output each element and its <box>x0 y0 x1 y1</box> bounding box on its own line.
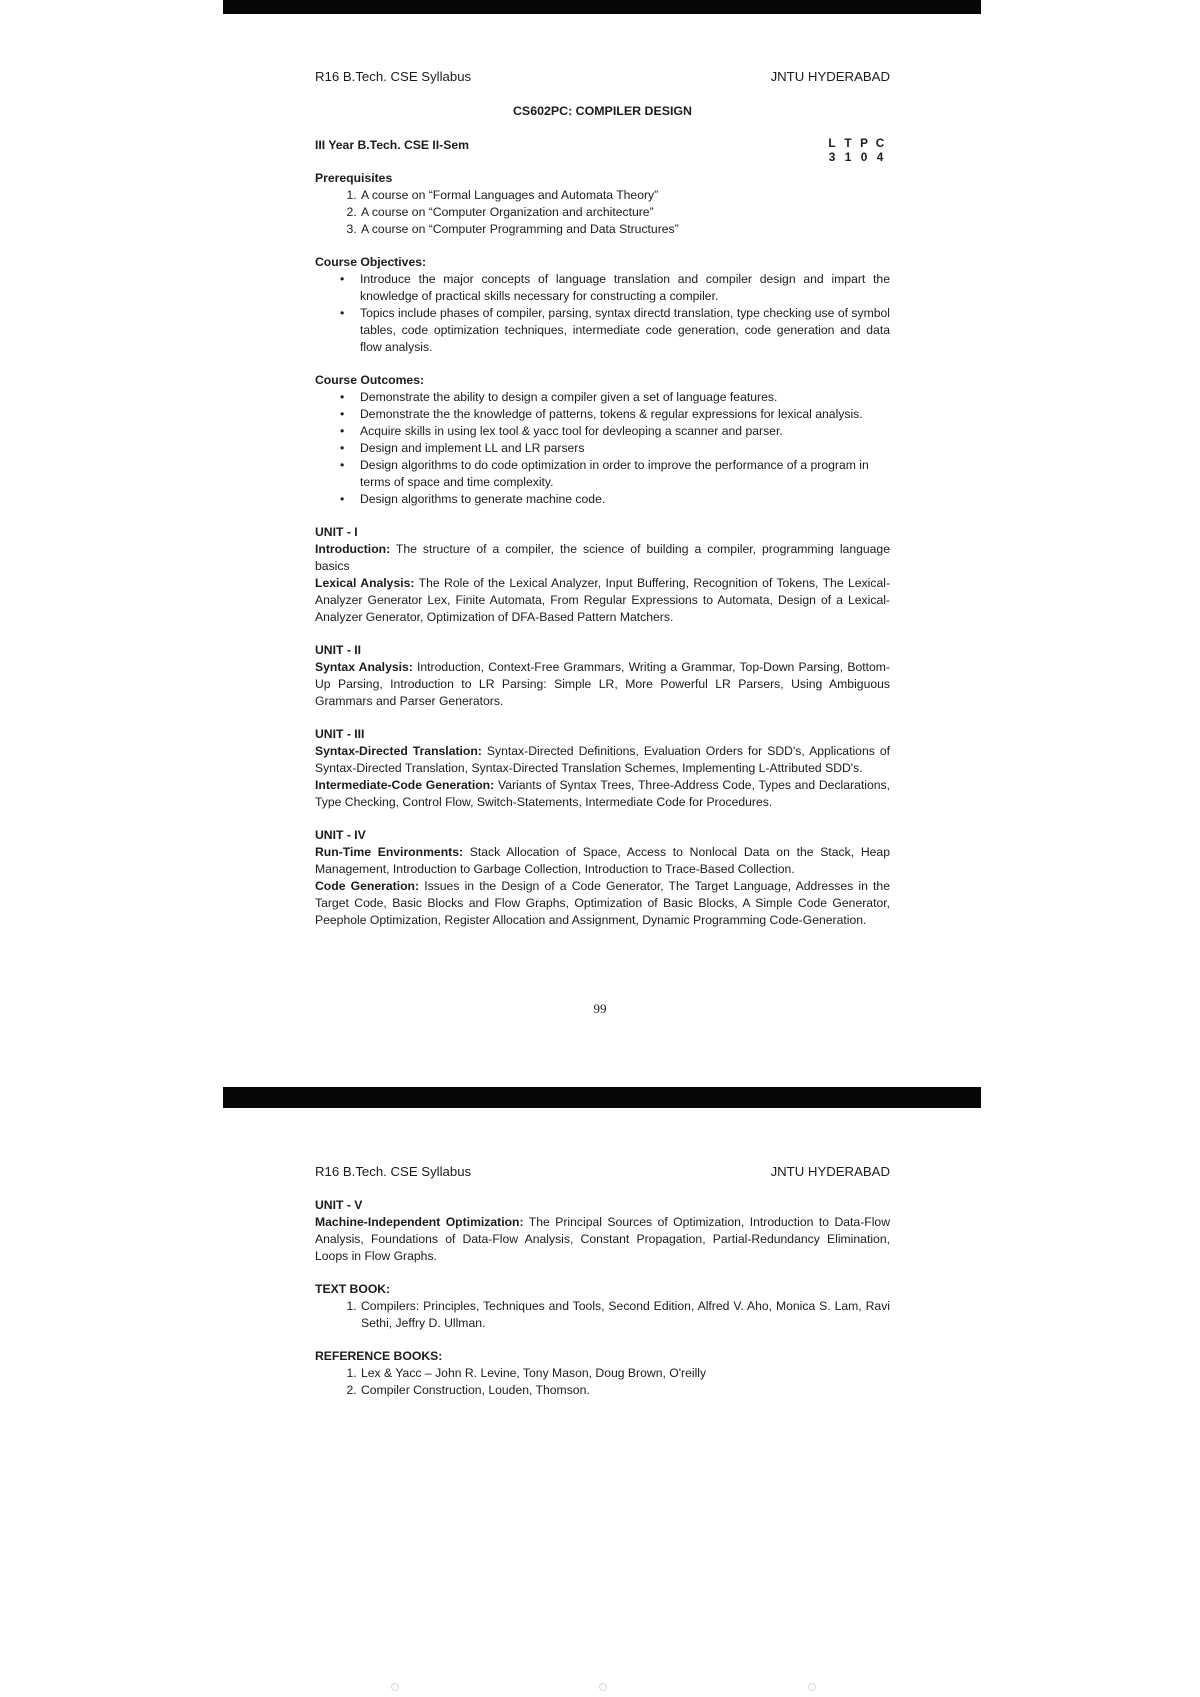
list-item: 2. A course on “Computer Organization and architecture” <box>360 204 890 221</box>
list-item: • Demonstrate the the knowledge of patterns, tokens & regular expressions for lexical analysis. <box>360 406 890 423</box>
unit-4-run-time-environments <box>315 844 890 878</box>
ltpc-table <box>824 136 888 164</box>
unit-4-heading: UNIT - IV <box>315 828 366 842</box>
list-item: • Design and implement LL and LR parsers <box>360 440 890 457</box>
topic-text: Syntax-Directed Definitions, Evaluation Orders for SDD's, Applications of Syntax-Directed Translation, Syntax-Directed Translation Schemes, Implementing L-Attributed SDD's. <box>315 744 890 775</box>
list-item: • Design algorithms to do code optimization in order to improve the performance of a program in terms of space and time complexity. <box>360 457 890 491</box>
ltpc-value: 3 <box>828 150 836 164</box>
list-item: 1. Compilers: Principles, Techniques and Tools, Second Edition, Alfred V. Aho, Monica S. Lam, Ravi Sethi, Jeffry D. Ullman. <box>360 1298 890 1332</box>
header-left: R16 B.Tech. CSE Syllabus <box>315 69 472 84</box>
topic-text: Stack Allocation of Space, Access to Nonlocal Data on the Stack, Heap Management, Introduction to Garbage Collection, Introduction to Trace-Based Collection. <box>315 845 890 876</box>
header-right: JNTU HYDERABAD <box>770 1164 890 1179</box>
objectives-heading: Course Objectives: <box>315 255 427 269</box>
list-item: 2. Compiler Construction, Louden, Thomson. <box>360 1382 890 1399</box>
page-header <box>315 1163 890 1180</box>
header-left: R16 B.Tech. CSE Syllabus <box>315 1164 472 1179</box>
syllabus-page-2 <box>315 1163 890 1399</box>
topic-text: The structure of a compiler, the science of building a compiler, programming language basics <box>315 542 890 573</box>
topic-title: Introduction: <box>315 542 391 556</box>
topic-title: Syntax-Directed Translation: <box>315 744 482 758</box>
syllabus-page-1 <box>315 68 890 929</box>
ltpc-label: L <box>828 136 836 150</box>
ltpc-label: T <box>844 136 852 150</box>
unit-1-heading: UNIT - I <box>315 525 358 539</box>
list-item: 1. Lex & Yacc – John R. Levine, Tony Mason, Doug Brown, O'reilly <box>360 1365 890 1382</box>
ltpc-label: P <box>860 136 868 150</box>
course-title: CS602PC: COMPILER DESIGN <box>512 104 692 118</box>
topic-text: Variants of Syntax Trees, Three-Address Code, Types and Declarations, Type Checking, Control Flow, Switch-Statements, Intermediate Code for Procedures. <box>315 778 891 809</box>
unit-1-introduction <box>315 541 890 575</box>
unit-3-syntax-directed-translation <box>315 743 890 777</box>
topic-title: Code Generation: <box>315 879 420 893</box>
unit-4-code-generation <box>315 878 890 929</box>
prerequisites-heading: Prerequisites <box>315 171 393 185</box>
page-number: 99 <box>593 1001 607 1016</box>
year-sem-row <box>315 137 890 164</box>
topic-title: Intermediate-Code Generation: <box>315 778 495 792</box>
unit-3-heading: UNIT - III <box>315 727 365 741</box>
header-right: JNTU HYDERABAD <box>770 69 890 84</box>
ltpc-value: 0 <box>860 150 868 164</box>
page-top-bar <box>223 0 981 14</box>
topic-title: Syntax Analysis: <box>315 660 413 674</box>
page-header <box>315 68 890 85</box>
topic-title: Run-Time Environments: <box>315 845 464 859</box>
prerequisites-list <box>315 187 890 238</box>
list-item: • Design algorithms to generate machine code. <box>360 491 890 508</box>
unit-2-syntax-analysis <box>315 659 890 710</box>
unit-5-machine-independent-optimization <box>315 1214 890 1265</box>
reference-books-list <box>315 1365 890 1399</box>
unit-2-heading: UNIT - II <box>315 643 362 657</box>
reference-books-heading: REFERENCE BOOKS: <box>315 1349 443 1363</box>
topic-text: Issues in the Design of a Code Generator, The Target Language, Addresses in the Target Code, Basic Blocks and Flow Graphs, Optimization of Basic Blocks, A Simple Code Generator, Peephole Optimization, Register Allocation and Assignment, Dynamic Programming Code-Generation. <box>315 879 890 927</box>
ltpc-label: C <box>875 136 885 150</box>
topic-title: Lexical Analysis: <box>315 576 415 590</box>
unit-1-lexical-analysis <box>315 575 890 626</box>
outcomes-list <box>315 389 890 508</box>
decorative-dot <box>808 1683 816 1691</box>
decorative-dot <box>599 1683 607 1691</box>
topic-text: Introduction, Context-Free Grammars, Writing a Grammar, Top-Down Parsing, Bottom-Up Parsing, Introduction to LR Parsing: Simple LR, More Powerful LR Parsers, Using Ambiguous Grammars and Parser Generators. <box>315 660 890 708</box>
decorative-dot <box>391 1683 399 1691</box>
topic-title: Machine-Independent Optimization: <box>315 1215 524 1229</box>
unit-5-heading: UNIT - V <box>315 1198 363 1212</box>
ltpc-value: 4 <box>876 150 884 164</box>
topic-text: The Principal Sources of Optimization, Introduction to Data-Flow Analysis, Foundations of Data-Flow Analysis, Constant Propagation, Partial-Redundancy Elimination, Loops in Flow Graphs. <box>315 1215 890 1263</box>
list-item: 1. A course on “Formal Languages and Automata Theory” <box>360 187 890 204</box>
text-book-list <box>315 1298 890 1332</box>
page-separator-bar <box>223 1087 981 1108</box>
topic-text: The Role of the Lexical Analyzer, Input Buffering, Recognition of Tokens, The Lexical-Analyzer Generator Lex, Finite Automata, From Regular Expressions to Automata, Design of a Lexical-Analyzer Generator, Optimization of DFA-Based Pattern Matchers. <box>315 576 891 624</box>
text-book-heading: TEXT BOOK: <box>315 1282 391 1296</box>
objectives-list <box>315 271 890 356</box>
year-sem: III Year B.Tech. CSE II-Sem <box>315 138 469 152</box>
list-item: • Topics include phases of compiler, parsing, syntax directd translation, type checking use of symbol tables, code optimization techniques, intermediate code generation, code generation and data flow analysis. <box>360 305 890 356</box>
ltpc-value: 1 <box>844 150 852 164</box>
list-item: 3. A course on “Computer Programming and Data Structures” <box>360 221 890 238</box>
list-item: • Introduce the major concepts of language translation and compiler design and impart the knowledge of practical skills necessary for constructing a compiler. <box>360 271 890 305</box>
list-item: • Acquire skills in using lex tool & yacc tool for devleoping a scanner and parser. <box>360 423 890 440</box>
list-item: • Demonstrate the ability to design a compiler given a set of language features. <box>360 389 890 406</box>
outcomes-heading: Course Outcomes: <box>315 373 425 387</box>
unit-3-intermediate-code-generation <box>315 777 890 811</box>
